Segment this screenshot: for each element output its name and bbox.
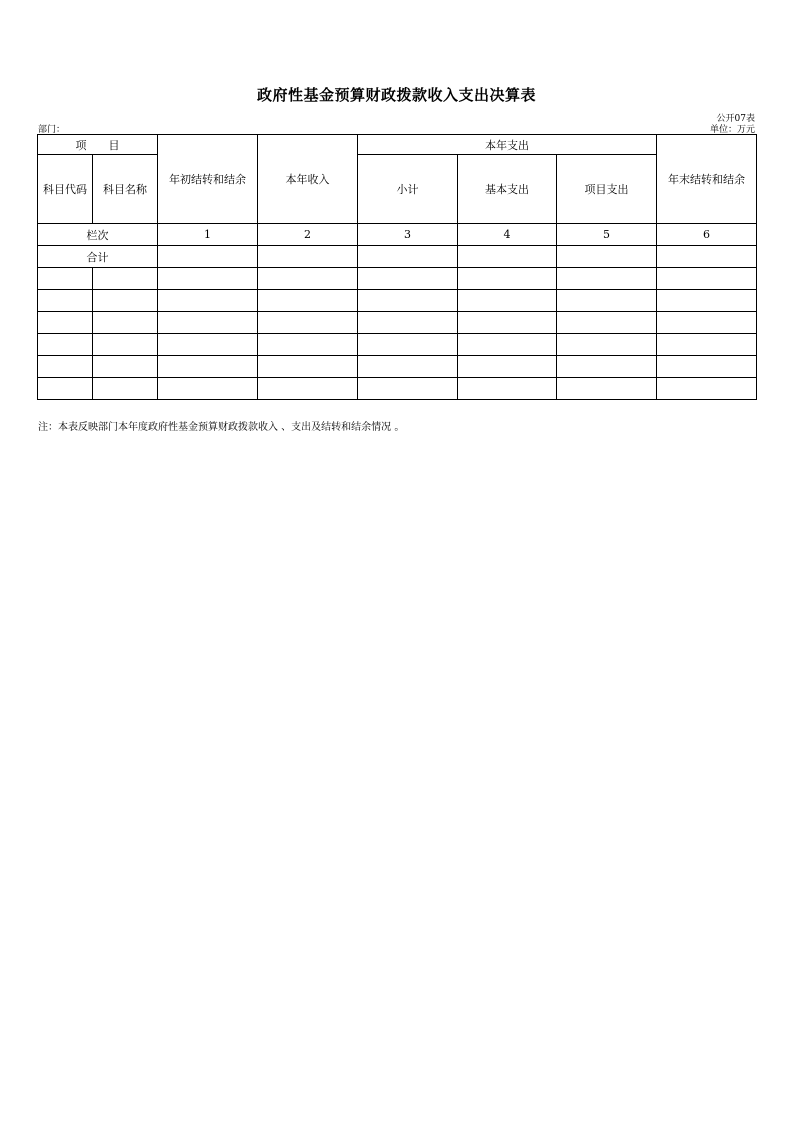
table-cell (158, 356, 258, 378)
table-cell (557, 290, 657, 312)
total-cell (657, 246, 757, 268)
table-cell (358, 356, 458, 378)
total-label: 合计 (38, 246, 158, 268)
table-cell (458, 334, 557, 356)
header-current-expense: 本年支出 (358, 135, 657, 155)
header-project-expense: 项目支出 (557, 155, 657, 224)
table-row (38, 334, 757, 356)
form-code: 公开07表 (716, 114, 755, 124)
table-cell (657, 334, 757, 356)
table-cell (93, 356, 158, 378)
table-cell (158, 334, 258, 356)
header-basic-expense: 基本支出 (458, 155, 557, 224)
total-cell (358, 246, 458, 268)
report-title: 政府性基金预算财政拨款收入支出决算表 (256, 86, 536, 104)
table-cell (557, 378, 657, 400)
table-cell (258, 356, 358, 378)
table-cell (38, 290, 93, 312)
header-subject-code: 科目代码 (38, 155, 93, 224)
total-cell (158, 246, 258, 268)
table-cell (458, 378, 557, 400)
table-row (38, 268, 757, 290)
table-cell (458, 356, 557, 378)
table-row (38, 378, 757, 400)
table-cell (557, 312, 657, 334)
table-cell (38, 312, 93, 334)
table-cell (258, 268, 358, 290)
column-index-3: 3 (358, 224, 458, 246)
header-closing-balance: 年末结转和结余 (657, 135, 757, 224)
table-cell (38, 268, 93, 290)
header-subject-name: 科目名称 (93, 155, 158, 224)
table-cell (458, 268, 557, 290)
table-cell (358, 334, 458, 356)
table-cell (358, 268, 458, 290)
table-row (38, 290, 757, 312)
table-cell (158, 312, 258, 334)
table-cell (93, 312, 158, 334)
table-cell (38, 378, 93, 400)
table-cell (258, 378, 358, 400)
table-cell (158, 268, 258, 290)
column-index-4: 4 (458, 224, 557, 246)
table-row (38, 356, 757, 378)
table-cell (258, 290, 358, 312)
footnote: 注：本表反映部门本年度政府性基金预算财政拨款收入 、支出及结转和结余情况 。 (38, 422, 405, 433)
total-cell (557, 246, 657, 268)
column-index-1: 1 (158, 224, 258, 246)
table-cell (657, 290, 757, 312)
table-cell (657, 312, 757, 334)
table-cell (358, 312, 458, 334)
report-table (37, 134, 757, 400)
department-label: 部门： (38, 125, 66, 135)
table-cell (93, 378, 158, 400)
unit-label: 单位：万元 (709, 125, 755, 135)
total-cell (258, 246, 358, 268)
table-cell (93, 268, 158, 290)
header-current-income: 本年收入 (258, 135, 358, 224)
header-item: 项 目 (38, 135, 158, 155)
table-cell (158, 290, 258, 312)
table-cell (458, 312, 557, 334)
column-index-6: 6 (657, 224, 757, 246)
table-cell (557, 268, 657, 290)
table-cell (358, 378, 458, 400)
table-cell (557, 334, 657, 356)
table-cell (38, 334, 93, 356)
table-cell (358, 290, 458, 312)
table-cell (93, 334, 158, 356)
table-cell (38, 356, 93, 378)
column-index-5: 5 (557, 224, 657, 246)
header-opening-balance: 年初结转和结余 (158, 135, 258, 224)
total-cell (458, 246, 557, 268)
table-cell (557, 356, 657, 378)
total-row (38, 246, 757, 268)
table-cell (93, 290, 158, 312)
table-cell (258, 334, 358, 356)
column-index-2: 2 (258, 224, 358, 246)
table-cell (158, 378, 258, 400)
table-row (38, 312, 757, 334)
header-subtotal: 小计 (358, 155, 458, 224)
table-cell (657, 378, 757, 400)
table-cell (657, 356, 757, 378)
table-cell (258, 312, 358, 334)
table-cell (657, 268, 757, 290)
table-cell (458, 290, 557, 312)
column-index-label: 栏次 (38, 224, 158, 246)
